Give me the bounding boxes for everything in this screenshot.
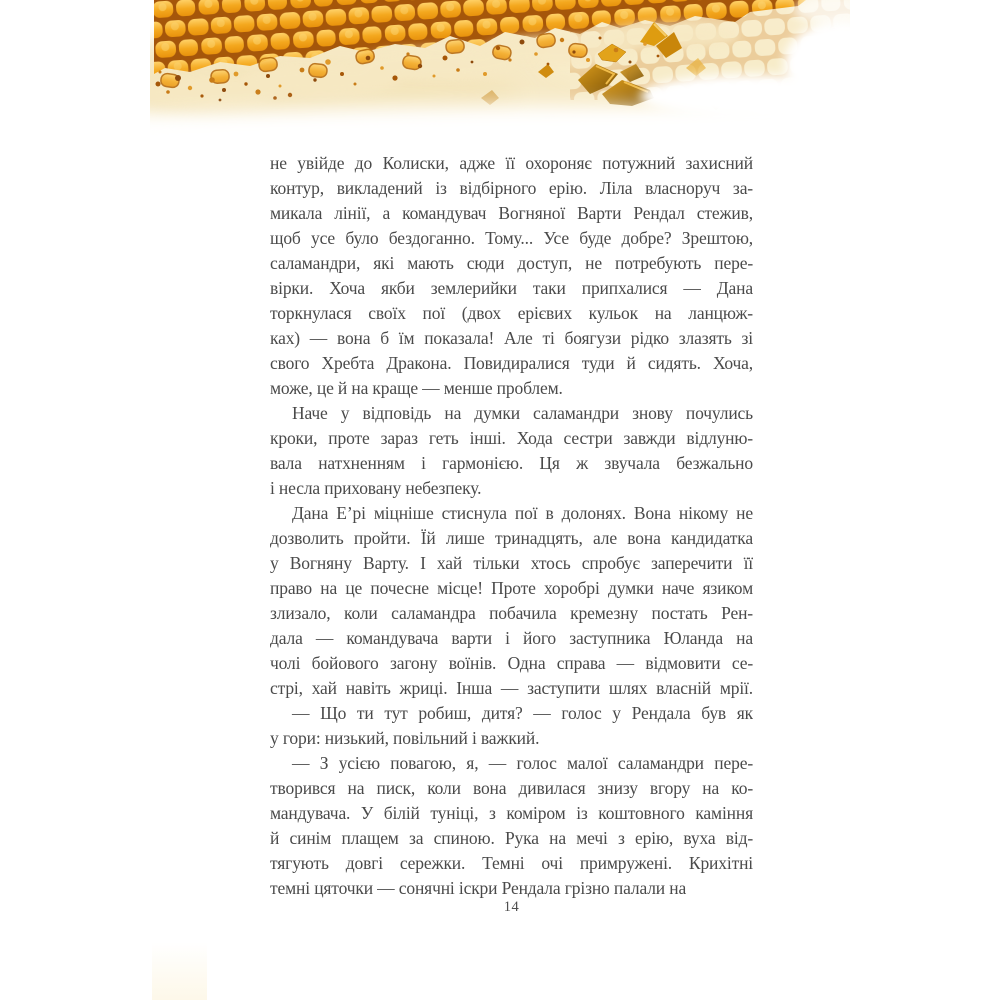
text-line: злизало, коли саламандра побачила кремезну постать Рен- (270, 603, 753, 623)
text-line: у Вогняну Варту. І хай тільки хтось спробує заперечити її (270, 553, 753, 573)
text-line: вала натхненням і гармонією. Ця ж звучала безжально (270, 453, 753, 473)
text-line: темні цяточки — сонячні іскри Рендала грізно палали на (270, 878, 687, 898)
text-line: стрі, хай навіть жриці. Інша — заступити шлях власній мрії. (270, 678, 753, 698)
text-line: Дана Е’рі міцніше стиснула пої в долонях. Вона нікому не (292, 503, 753, 523)
text-line: не увійде до Колиски, адже її охороняє потужний захисний (270, 153, 753, 173)
text-line: саламандри, які мають сюди доступ, не потребують пере- (270, 253, 753, 273)
text-line: чолі бойового загону воїнів. Одна справа — відмовити се- (270, 653, 753, 673)
page-number: 14 (503, 899, 520, 915)
text-line: і несла приховану небезпеку. (270, 478, 482, 498)
bottom-left-tint (152, 942, 207, 1000)
text-line: може, це й на краще — менше проблем. (270, 378, 563, 398)
text-line: мандувача. У білій туніці, з коміром із коштовного каміння (270, 803, 753, 823)
text-line: у гори: низький, повільний і важкий. (270, 728, 540, 748)
text-column (270, 151, 753, 901)
header-scales-art (150, 0, 850, 150)
text-line: право на це почесне місце! Проте хоробрі думки наче язиком (270, 578, 753, 598)
text-line: Наче у відповідь на думки саламандри знову почулись (292, 403, 753, 423)
text-line: — Що ти тут робиш, дитя? — голос у Рендала був як (292, 703, 753, 723)
text-line: тягують довгі сережки. Темні очі примружені. Крихітні (270, 853, 753, 873)
text-line: торкнулася своїх пої (двох ерієвих кульок на ланцюж- (270, 303, 753, 323)
text-line: микала лінії, а командувач Вогняної Варти Рендал стежив, (270, 203, 753, 223)
text-line: вірки. Хоча якби землерийки таки припхалися — Дана (270, 278, 753, 298)
text-line: дозволить пройти. Їй лише тринадцять, але вона кандидатка (270, 528, 753, 548)
text-line: й синім плащем за спиною. Рука на мечі з ерію, вуха від- (270, 828, 753, 848)
text-line: кроки, проте зараз геть інші. Хода сестри завжди відлуню- (270, 428, 753, 448)
text-line: творився на писк, коли вона дивилася знизу вгору на ко- (270, 778, 753, 798)
text-line: — З усією повагою, я, — голос малої саламандри пере- (292, 753, 753, 773)
text-line: контур, викладений із відбірного ерію. Ліла власноруч за- (270, 178, 753, 198)
text-line: свого Хребта Дракона. Повидиралися туди й сидять. Хоча, (270, 353, 753, 373)
text-line: щоб усе було бездоганно. Тому... Усе буде добре? Зрештою, (270, 228, 753, 248)
text-line: ках) — вона б їм показала! Але ті боягузи рідко злазять зі (270, 328, 753, 348)
text-line: дала — командувача варти і його заступника Юланда на (270, 628, 753, 648)
book-page (150, 0, 850, 1000)
